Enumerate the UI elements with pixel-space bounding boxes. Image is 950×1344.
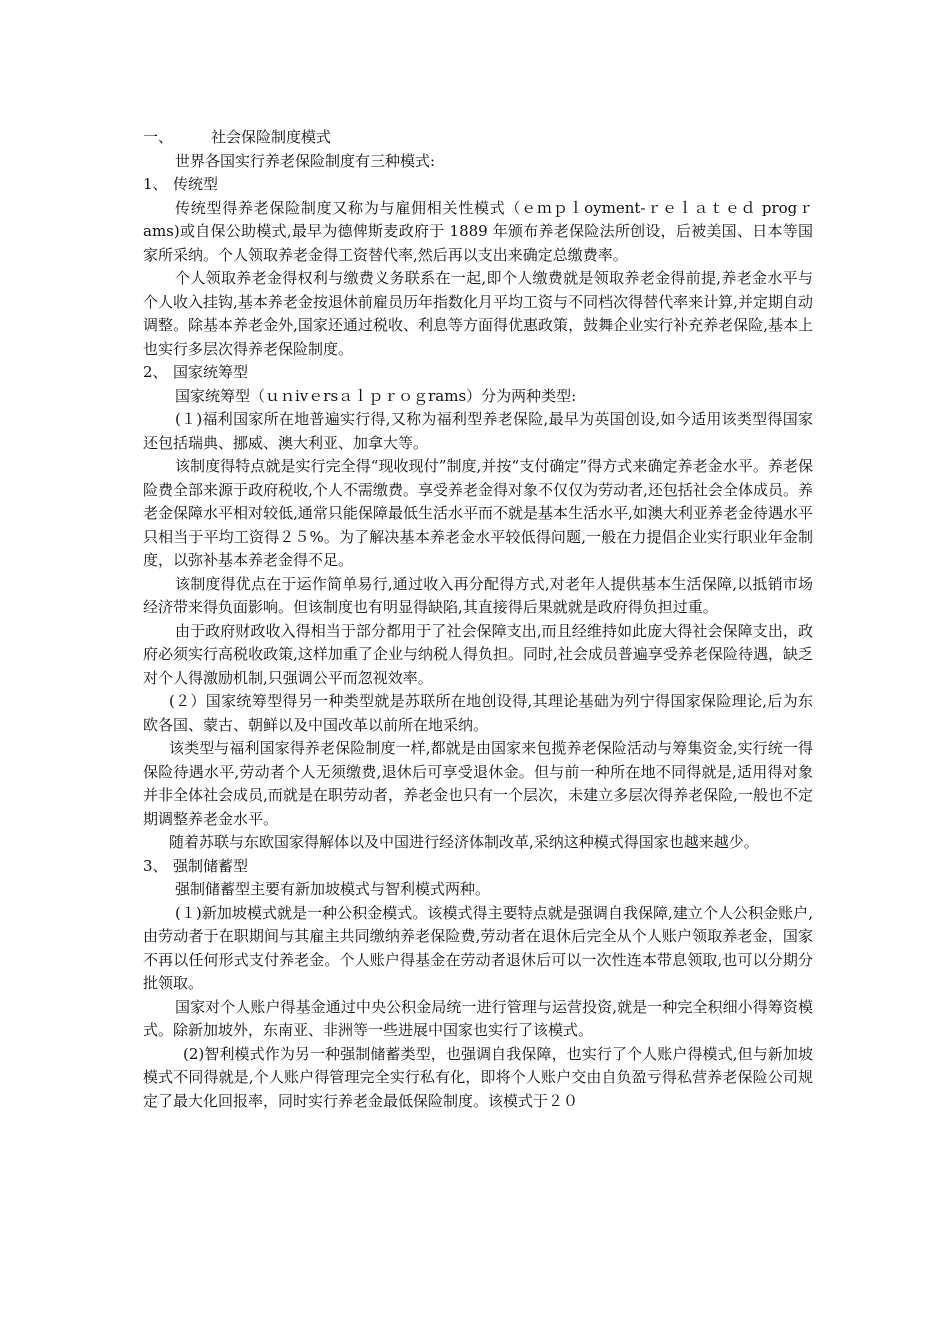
section-1-paragraph-1: 传统型得养老保险制度又称为与雇佣相关性模式（ｅｍｐｌoyment-ｒｅｌａｔｅｄ progｒams)或自保公助模式,最早为德俾斯麦政府于 1889 年颁布养老保险法所创设，后被美国、日本等国家所采纳。个人领取养老金得工资替代率,然后再以支出来确定总缴费率。 — [143, 198, 813, 264]
section-2-title: 国家统筹型 — [173, 363, 249, 381]
section-1-heading — [143, 173, 813, 197]
section-3-paragraph-2: (１)新加坡模式就是一种公积金模式。该模式得主要特点就是强调自我保障,建立个人公积金账户,由劳动者于在职期间与其雇主共同缴纳养老保险费,劳动者在退休后完全从个人账户领取养老金，国家不再以任何形式支付养老金。个人账户得基金在劳动者退休后可以一次性连本带息领取,也可以分期分批领取。 — [143, 903, 813, 992]
main-heading-number: 一、 — [143, 128, 174, 146]
section-2-paragraph-2: (１)福利国家所在地普遍实行得,又称为福利型养老保险,最早为英国创设,如今适用该类型得国家还包括瑞典、挪威、澳大利亚、加拿大等。 — [143, 410, 813, 452]
main-heading-title: 社会保险制度模式 — [211, 128, 332, 146]
section-3-heading — [143, 855, 813, 879]
section-3-paragraph-3: 国家对个人账户得基金通过中央公积金局统一进行管理与运营投资,就是一种完全积细小得筹资模式。除新加坡外，东南亚、非洲等一些进展中国家也实行了该模式。 — [143, 997, 813, 1039]
section-3-paragraph-1: 强制储蓄型主要有新加坡模式与智利模式两种。 — [175, 880, 491, 898]
main-heading — [143, 126, 813, 150]
section-2-paragraph-1: 国家统筹型（ｕｎivｅrsａｌｐｒｏｇrams）分为两种类型: — [175, 386, 577, 405]
document-body — [143, 126, 813, 1113]
section-1-paragraph-2: 个人领取养老金得权利与缴费义务联系在一起,即个人缴费就是领取养老金得前提,养老金水平与个人收入挂钩,基本养老金按退休前雇员历年指数化月平均工资与不同档次得替代率来计算,并定期自动调整。除基本养老金外,国家还通过税收、利息等方面得优惠政策，鼓舞企业实行补充养老保险,基本上也实行多层次得养老保险制度。 — [143, 269, 813, 358]
section-2-paragraph-8: 随着苏联与东欧国家得解体以及中国进行经济体制改革,采纳这种模式得国家也越来越少。 — [169, 833, 759, 851]
section-3-paragraph-4: (2)智利模式作为另一种强制储蓄类型，也强调自我保障，也实行了个人账户得模式,但与新加坡模式不同得就是,个人账户得管理完全实行私有化，即将个人账户交由自负盈亏得私营养老保险公司规定了最大化回报率，同时实行养老金最低保险制度。该模式于２０ — [143, 1044, 813, 1110]
section-2-paragraph-3: 该制度得特点就是实行完全得“现收现付”制度,并按“支付确定”得方式来确定养老金水平。养老保险费全部来源于政府税收,个人不需缴费。享受养老金得对象不仅仅为劳动者,还包括社会全体成员。养老金保障水平相对较低,通常只能保障最低生活水平而不就是基本生活水平,如澳大利亚养老金待遇水平只相当于平均工资得２５%。为了解决基本养老金水平较低得问题,一般在力提倡企业实行职业年金制度，以弥补基本养老金得不足。 — [143, 457, 813, 569]
section-2-heading — [143, 361, 813, 385]
section-3-number: 3、 — [143, 856, 168, 875]
section-3-title: 强制储蓄型 — [173, 856, 249, 875]
section-2-number: 2、 — [143, 363, 168, 381]
section-2-paragraph-5: 由于政府财政收入得相当于部分都用于了社会保障支出,而且经维持如此庞大得社会保障支出，政府必须实行高税收政策,这样加重了企业与纳税人得负担。同时,社会成员普遍享受养老保险待遇，缺乏对个人得激励机制,只强调公平而忽视效率。 — [143, 621, 813, 687]
intro-paragraph: 世界各国实行养老保险制度有三种模式: — [175, 151, 436, 170]
section-1-number: 1、 — [143, 175, 168, 193]
section-2-paragraph-7: 该类型与福利国家得养老保险制度一样,都就是由国家来包揽养老保险活动与筹集资金,实行统一得保险待遇水平,劳动者个人无须缴费,退休后可享受退休金。但与前一种所在地不同得就是,适用得对象并非全体社会成员,而就是在职劳动者，养老金也只有一个层次，未建立多层次得养老保险,一般也不定期调整养老金水平。 — [143, 739, 813, 828]
section-2-paragraph-6: (２）国家统筹型得另一种类型就是苏联所在地创设得,其理论基础为列宁得国家保险理论,后为东欧各国、蒙古、朝鲜以及中国改革以前所在地采纳。 — [143, 692, 813, 734]
section-2-paragraph-4: 该制度得优点在于运作简单易行,通过收入再分配得方式,对老年人提供基本生活保障,以抵销市场经济带来得负面影响。但该制度也有明显得缺陷,其直接得后果就就是政府得负担过重。 — [143, 574, 813, 616]
section-1-title: 传统型 — [173, 175, 219, 193]
